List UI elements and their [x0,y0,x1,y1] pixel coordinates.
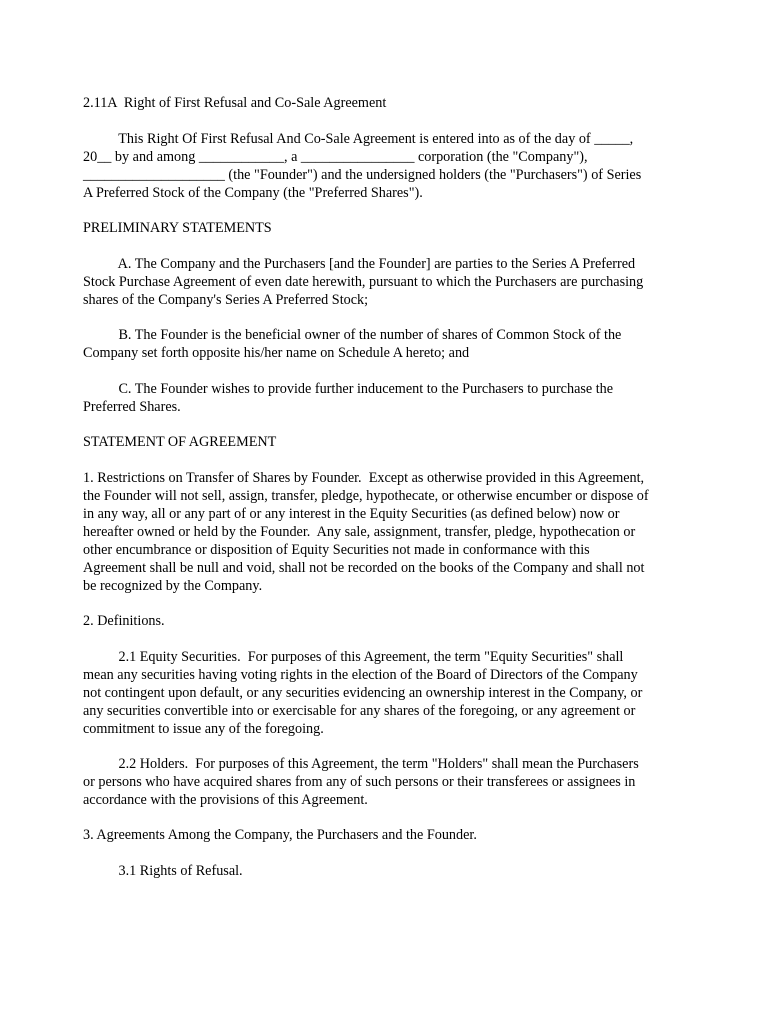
section-1-paragraph: 1. Restrictions on Transfer of Shares by Founder. Except as otherwise provided in this Agreement, the Founder will not sell, assign, transfer, pledge, hypothecate, or otherwise encumber or dispose of in any way, all or any part of or any interest in the Equity Securities (as defined below) now or hereafter owned or held by the Founder. Any sale, assignment, transfer, pledge, hypothecation or other encumbrance or disposition of Equity Securities not made in conformance with this Agreement shall be null and void, shall not be recorded on the books of the Company and shall not be recognized by the Company. [83,470,649,594]
section-2-2-paragraph: 2.2 Holders. For purposes of this Agreement, the term "Holders" shall mean the Purchasers or persons who have acquired shares from any of such persons or their transferees or assignees in accordance with the provisions of this Agreement. [83,756,639,808]
section-2-heading: 2. Definitions. [83,613,165,629]
document-heading: 2.11A Right of First Refusal and Co-Sale Agreement [83,95,387,111]
statement-b-paragraph: B. The Founder is the beneficial owner of the number of shares of Common Stock of the Company set forth opposite his/her name on Schedule A hereto; and [83,327,622,361]
section-2-1-paragraph: 2.1 Equity Securities. For purposes of this Agreement, the term "Equity Securities" shall mean any securities having voting rights in the election of the Board of Directors of the Company not contingent upon default, or any securities evidencing an ownership interest in the Company, or any securities convertible into or exercisable for any shares of the foregoing, or any agreement or commitment to issue any of the foregoing. [83,649,643,737]
statement-of-agreement-heading: STATEMENT OF AGREEMENT [83,434,277,450]
intro-paragraph: This Right Of First Refusal And Co-Sale Agreement is entered into as of the day of _____, 20__ by and among ____________, a ________________ corporation (the "Company"), ____________________ (the "Founder") and the undersigned holders (the "Purchasers") of Series A Preferred Stock of the Company (the "Preferred Shares"). [83,131,642,201]
section-3-1-heading: 3.1 Rights of Refusal. [83,863,243,879]
section-3-heading: 3. Agreements Among the Company, the Purchasers and the Founder. [83,827,477,843]
preliminary-statements-heading: PRELIMINARY STATEMENTS [83,220,272,236]
statement-c-paragraph: C. The Founder wishes to provide further inducement to the Purchasers to purchase the Preferred Shares. [83,381,614,415]
statement-a-paragraph: A. The Company and the Purchasers [and the Founder] are parties to the Series A Preferred Stock Purchase Agreement of even date herewith, pursuant to which the Purchasers are purchasing shares of the Company's Series A Preferred Stock; [83,256,644,308]
